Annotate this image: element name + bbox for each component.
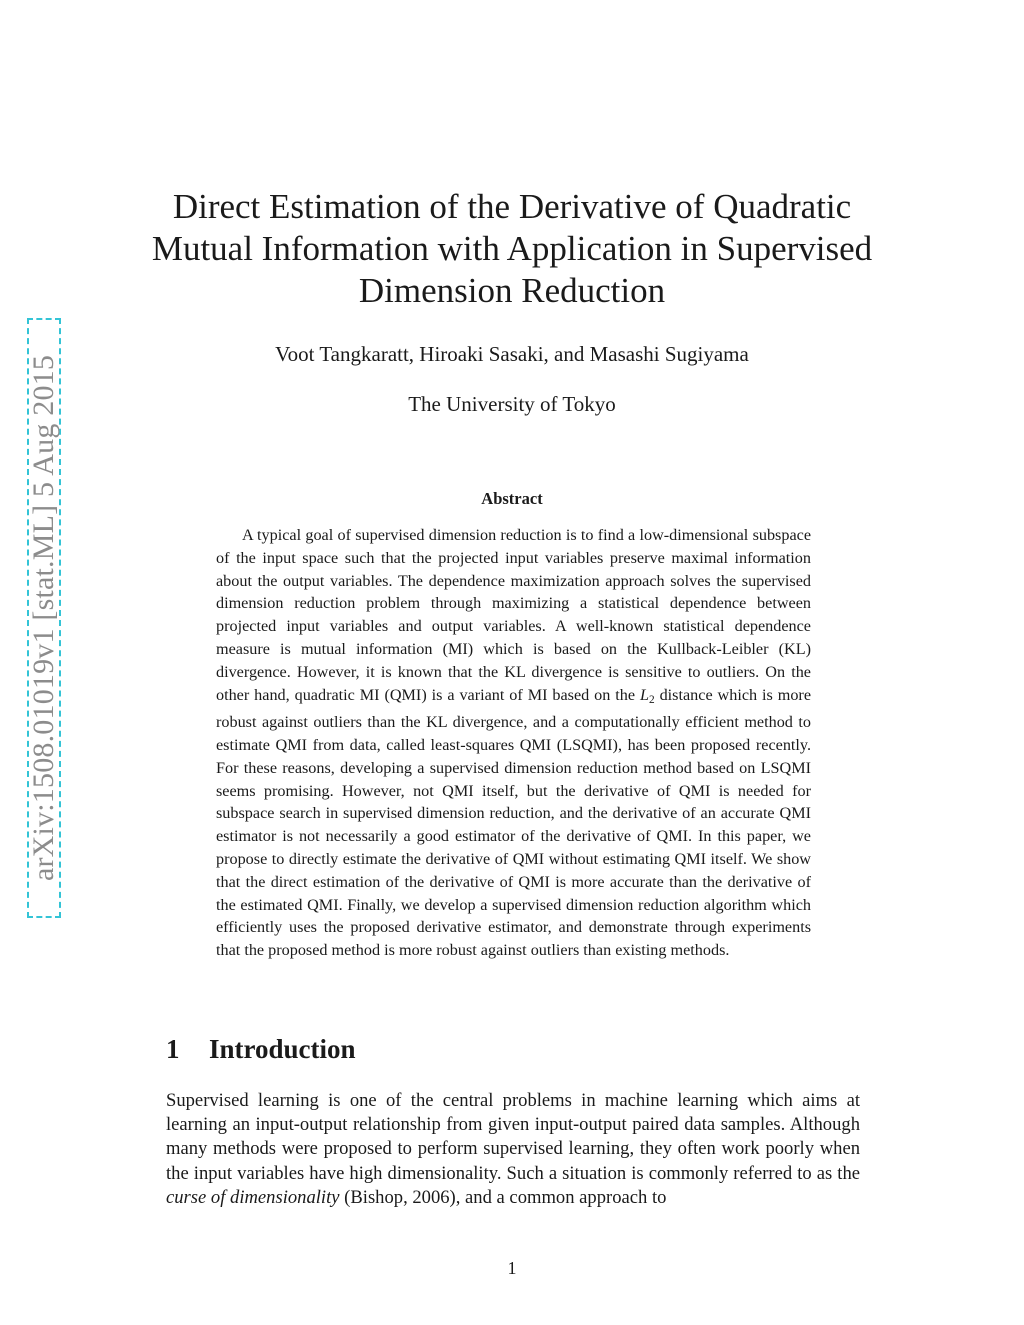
- intro-text-part-2: (Bishop, 2006), and a common approach to: [339, 1186, 667, 1208]
- section-number: 1: [166, 1034, 180, 1064]
- paper-title: Direct Estimation of the Derivative of Quadratic Mutual Information with Application in Supervised Dimension Reduction: [151, 187, 873, 310]
- introduction-paragraph: [166, 1089, 860, 1210]
- section-heading-introduction: [166, 1034, 356, 1065]
- abstract-heading: Abstract: [481, 489, 543, 508]
- page-number: 1: [507, 1258, 517, 1278]
- arxiv-identifier-stamp: arXiv:1508.01019v1 [stat.ML] 5 Aug 2015: [27, 318, 61, 918]
- l2-math-subscript: 2: [649, 693, 655, 706]
- author-affiliation: The University of Tokyo: [408, 392, 616, 416]
- abstract-text: [216, 524, 811, 962]
- intro-italic-term: curse of dimensionality: [166, 1186, 340, 1208]
- section-title: Introduction: [209, 1034, 356, 1064]
- l2-math-symbol: L: [639, 685, 649, 704]
- intro-text-part-1: Supervised learning is one of the central problems in machine learning which aims at learning an input-output relationship from given input-output paired data samples. Although many methods were proposed to perform supervised learning, they often work poorly when the input variables have high dimensionality. Such a situation is commonly referred to as the: [166, 1090, 860, 1184]
- abstract-text-part-1: A typical goal of supervised dimension reduction is to find a low-dimensional subspace of the input space such that the projected input variables preserve maximal information about the output variables. The dependence maximization approach solves the supervised dimension reduction problem through maximizing a statistical dependence between projected input variables and output variables. A well-known statistical dependence measure is mutual information (MI) which is based on the Kullback-Leibler (KL) divergence. However, it is known that the KL divergence is sensitive to outliers. On the other hand, quadratic MI (QMI) is a variant of MI based on the: [216, 526, 811, 704]
- abstract-text-part-2: distance which is more robust against outliers than the KL divergence, and a computationally efficient method to estimate QMI from data, called least-squares QMI (LSQMI), has been proposed recently. For these reasons, developing a supervised dimension reduction method based on LSQMI seems promising. However, not QMI itself, but the derivative of QMI is needed for subspace search in supervised dimension reduction, and the derivative of an accurate QMI estimator is not necessarily a good estimator of the derivative of QMI. In this paper, we propose to directly estimate the derivative of QMI without estimating QMI itself. We show that the direct estimation of the derivative of QMI is more accurate than the derivative of the estimated QMI. Finally, we develop a supervised dimension reduction algorithm which efficiently uses the proposed derivative estimator, and demonstrate through experiments that the proposed method is more robust against outliers than existing methods.: [216, 685, 811, 960]
- paper-authors: Voot Tangkaratt, Hiroaki Sasaki, and Masashi Sugiyama: [275, 342, 749, 366]
